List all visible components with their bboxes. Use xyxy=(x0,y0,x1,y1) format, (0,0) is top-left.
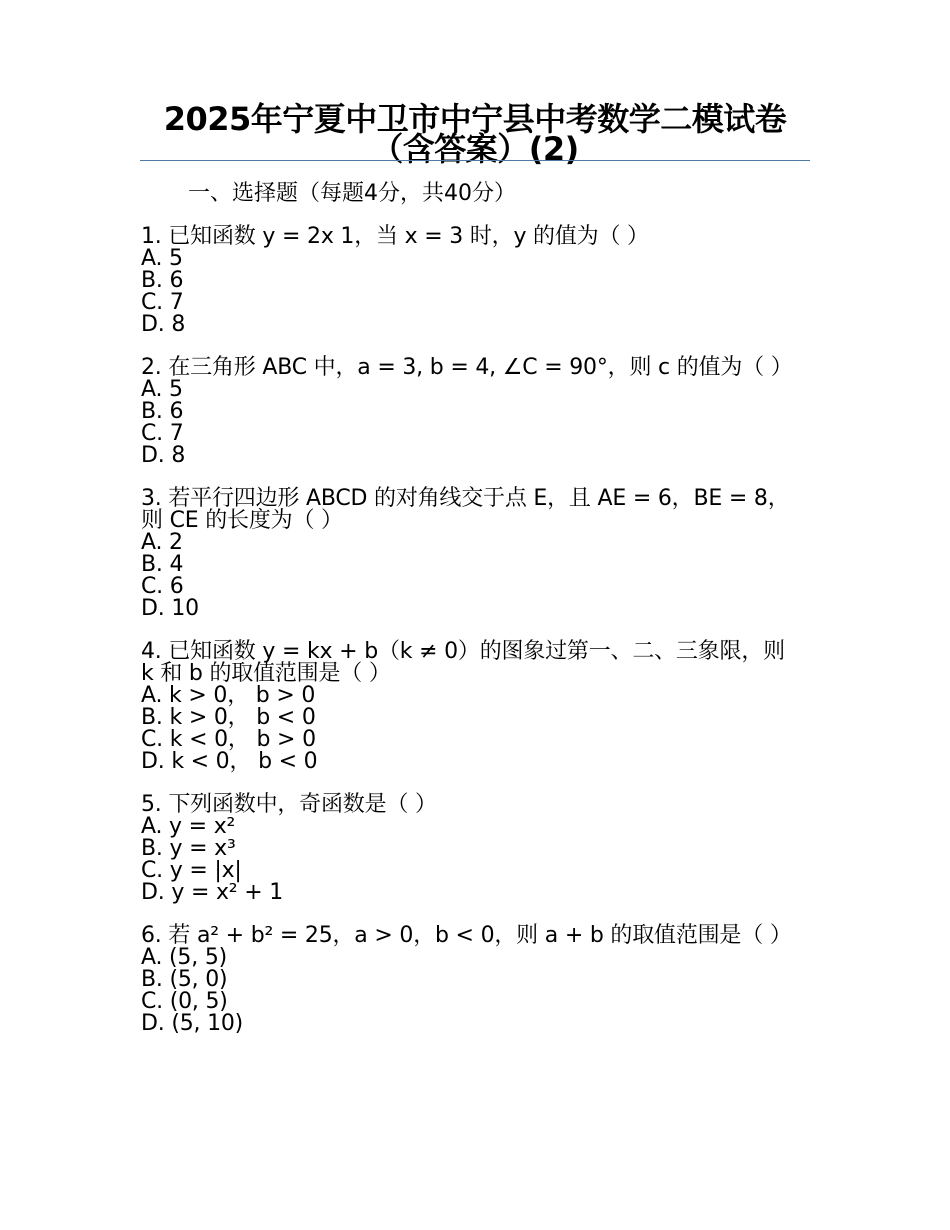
option-d: D. (5, 10) xyxy=(141,1011,244,1036)
section-heading: 一、选择题（每题4分，共40分） xyxy=(188,181,516,206)
option-a: A. 5 xyxy=(141,377,183,402)
option-a: A. (5, 5) xyxy=(141,945,227,970)
question-list xyxy=(141,226,801,1056)
option-d: D. k < 0， b < 0 xyxy=(141,749,318,774)
option-c: C. (0, 5) xyxy=(141,989,228,1014)
option-a: A. y = x² xyxy=(141,814,236,839)
option-b: B. 4 xyxy=(141,552,184,577)
question-1 xyxy=(141,226,801,336)
option-d: D. 8 xyxy=(141,443,186,468)
option-d: D. 8 xyxy=(141,312,186,337)
option-c: C. 6 xyxy=(141,574,184,599)
question-3 xyxy=(141,488,801,620)
question-stem: 6. 若 a² + b² = 25，a > 0，b < 0，则 a + b 的取值范围是（ ） xyxy=(141,923,792,948)
option-c: C. 7 xyxy=(141,421,184,446)
option-b: B. 6 xyxy=(141,399,184,424)
question-4 xyxy=(141,641,801,773)
question-5 xyxy=(141,794,801,904)
option-c: C. 7 xyxy=(141,290,184,315)
option-b: B. y = x³ xyxy=(141,836,236,861)
question-stem: 2. 在三角形 ABC 中，a = 3, b = 4, ∠C = 90°，则 c 的值为（ ） xyxy=(141,355,793,380)
question-6 xyxy=(141,925,801,1035)
option-c: C. k < 0， b > 0 xyxy=(141,727,316,752)
question-2 xyxy=(141,357,801,467)
option-b: B. (5, 0) xyxy=(141,967,228,992)
question-stem: 3. 若平行四边形 ABCD 的对角线交于点 E，且 AE = 6，BE = 8，则 CE 的长度为（ ） xyxy=(141,486,790,533)
option-c: C. y = |x| xyxy=(141,858,242,883)
question-stem: 5. 下列函数中，奇函数是（ ） xyxy=(141,792,437,817)
question-stem: 4. 已知函数 y = kx + b（k ≠ 0）的图象过第一、二、三象限，则 k 和 b 的取值范围是（ ） xyxy=(141,639,785,686)
question-stem: 1. 已知函数 y = 2x 1，当 x = 3 时，y 的值为（ ） xyxy=(141,224,649,249)
option-d: D. 10 xyxy=(141,596,199,621)
option-a: A. 2 xyxy=(141,530,183,555)
option-b: B. k > 0， b < 0 xyxy=(141,705,316,730)
title-underline xyxy=(140,160,810,161)
option-d: D. y = x² + 1 xyxy=(141,880,284,905)
option-a: A. k > 0， b > 0 xyxy=(141,683,316,708)
document-title: 2025年宁夏中卫市中宁县中考数学二模试卷（含答案）(2) xyxy=(163,100,787,168)
option-b: B. 6 xyxy=(141,268,184,293)
option-a: A. 5 xyxy=(141,246,183,271)
